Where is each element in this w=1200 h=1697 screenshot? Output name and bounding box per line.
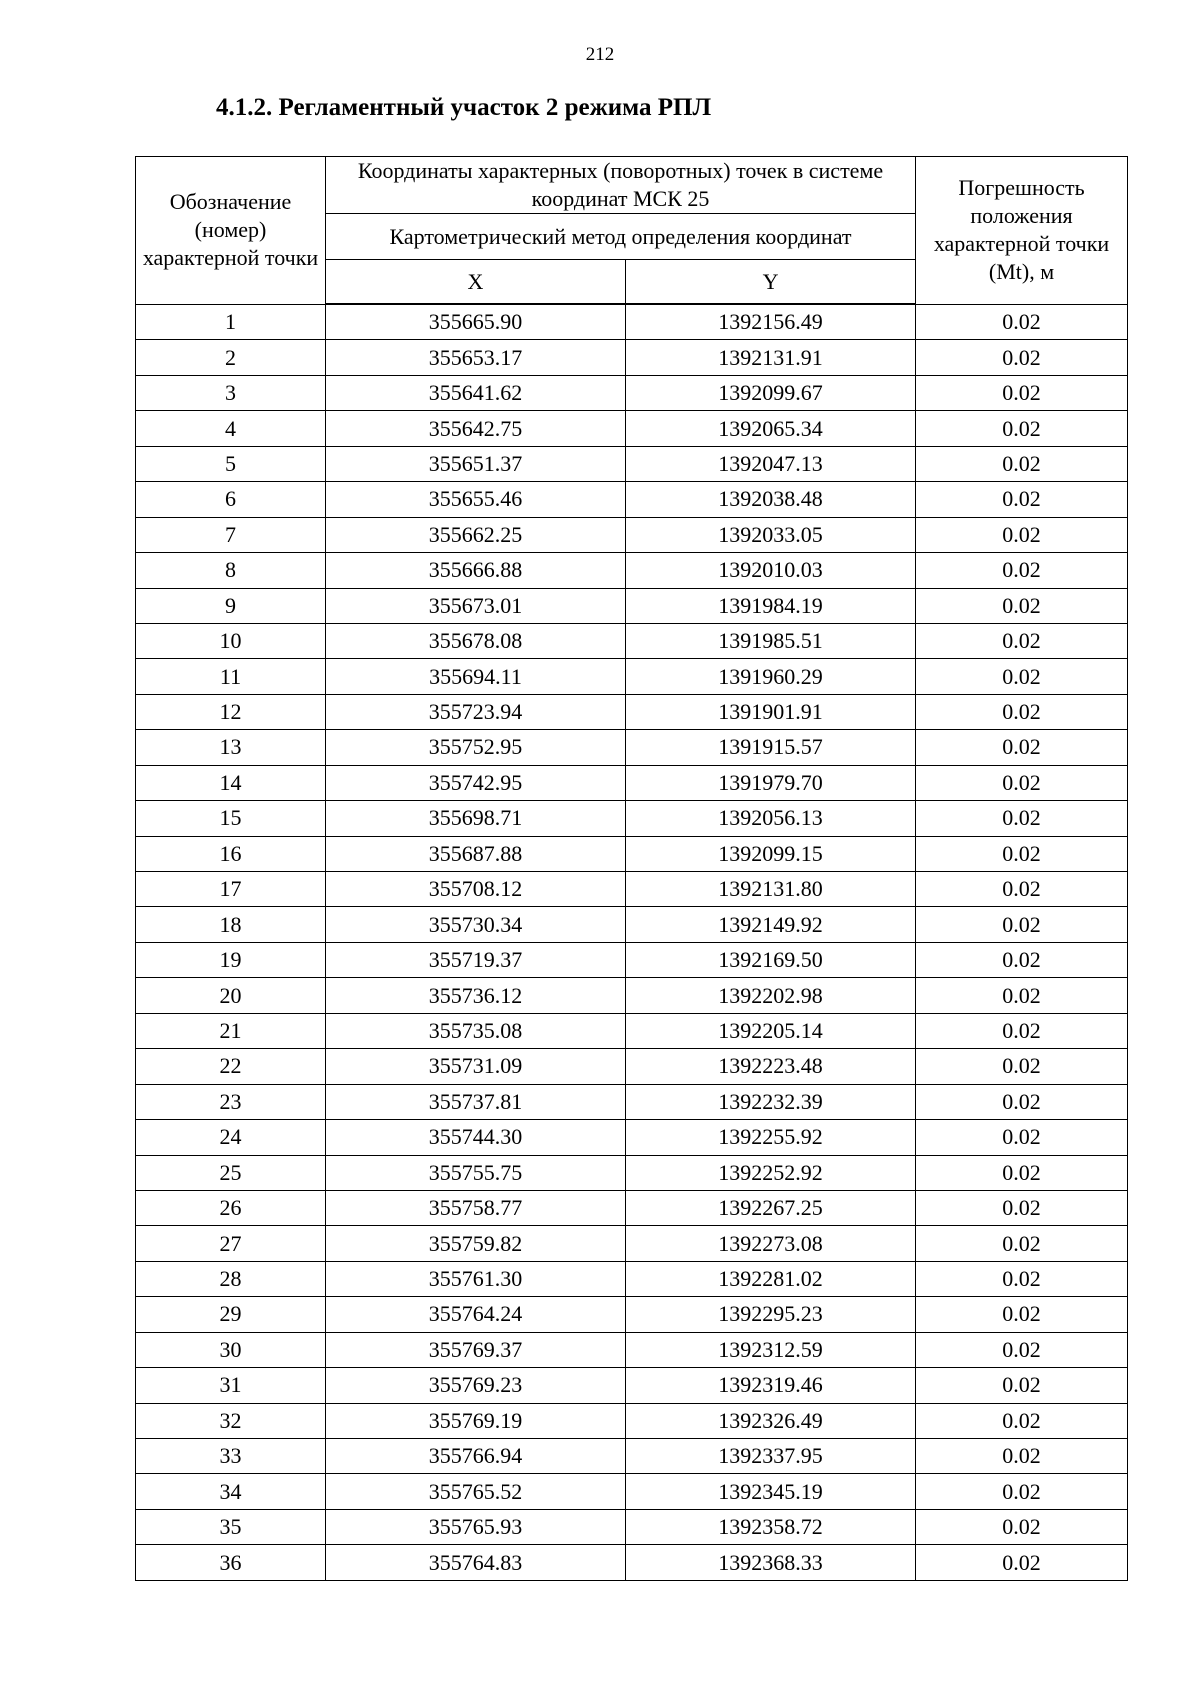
cell-point-number: 9 [136,588,326,623]
cell-y: 1392033.05 [626,517,916,552]
cell-y: 1392056.13 [626,801,916,836]
cell-x: 355719.37 [326,942,626,977]
cell-error: 0.02 [916,1474,1128,1509]
header-method: Картометрический метод определения координат [326,214,916,260]
cell-x: 355687.88 [326,836,626,871]
cell-x: 355761.30 [326,1261,626,1296]
cell-error: 0.02 [916,836,1128,871]
cell-x: 355653.17 [326,340,626,375]
cell-x: 355764.24 [326,1297,626,1332]
table-row [136,446,1128,481]
cell-x: 355678.08 [326,623,626,658]
table-row [136,375,1128,410]
cell-point-number: 5 [136,446,326,481]
cell-y: 1392156.49 [626,304,916,340]
cell-point-number: 4 [136,411,326,446]
coordinates-table [135,156,1128,1581]
cell-error: 0.02 [916,1403,1128,1438]
cell-error: 0.02 [916,340,1128,375]
cell-x: 355765.52 [326,1474,626,1509]
cell-point-number: 31 [136,1368,326,1403]
cell-error: 0.02 [916,1190,1128,1225]
table-row [136,1545,1128,1580]
cell-x: 355736.12 [326,978,626,1013]
table-row [136,304,1128,340]
header-y: Y [626,260,916,305]
table-row [136,411,1128,446]
cell-point-number: 29 [136,1297,326,1332]
cell-x: 355651.37 [326,446,626,481]
table-row [136,1332,1128,1367]
table-row [136,1439,1128,1474]
cell-x: 355769.37 [326,1332,626,1367]
table-row [136,765,1128,800]
cell-error: 0.02 [916,304,1128,340]
cell-x: 355755.75 [326,1155,626,1190]
cell-y: 1392319.46 [626,1368,916,1403]
cell-y: 1392038.48 [626,482,916,517]
cell-x: 355765.93 [326,1509,626,1544]
cell-point-number: 36 [136,1545,326,1580]
cell-error: 0.02 [916,1226,1128,1261]
cell-x: 355666.88 [326,553,626,588]
cell-y: 1392205.14 [626,1013,916,1048]
cell-point-number: 13 [136,730,326,765]
cell-y: 1392149.92 [626,907,916,942]
cell-y: 1392047.13 [626,446,916,481]
cell-x: 355758.77 [326,1190,626,1225]
cell-y: 1391901.91 [626,694,916,729]
cell-point-number: 25 [136,1155,326,1190]
table-row [136,1297,1128,1332]
cell-y: 1392131.91 [626,340,916,375]
table-row [136,942,1128,977]
cell-point-number: 6 [136,482,326,517]
cell-point-number: 24 [136,1120,326,1155]
cell-y: 1391960.29 [626,659,916,694]
header-coord-system: Координаты характерных (поворотных) точек в системе координат МСК 25 [326,157,916,214]
cell-x: 355723.94 [326,694,626,729]
cell-error: 0.02 [916,1545,1128,1580]
table-row [136,694,1128,729]
section-title: 4.1.2. Регламентный участок 2 режима РПЛ [216,94,712,121]
table-row [136,482,1128,517]
table-row [136,907,1128,942]
cell-point-number: 11 [136,659,326,694]
table-row [136,659,1128,694]
table-row [136,623,1128,658]
cell-x: 355742.95 [326,765,626,800]
cell-point-number: 33 [136,1439,326,1474]
cell-x: 355673.01 [326,588,626,623]
table-row [136,1368,1128,1403]
cell-error: 0.02 [916,623,1128,658]
cell-error: 0.02 [916,1368,1128,1403]
cell-x: 355759.82 [326,1226,626,1261]
cell-y: 1392312.59 [626,1332,916,1367]
cell-y: 1392232.39 [626,1084,916,1119]
table-row [136,1155,1128,1190]
cell-point-number: 17 [136,872,326,907]
cell-y: 1392281.02 [626,1261,916,1296]
cell-y: 1392267.25 [626,1190,916,1225]
cell-error: 0.02 [916,765,1128,800]
cell-x: 355708.12 [326,872,626,907]
header-point-label: Обозначение (номер) характерной точки [136,157,326,305]
cell-point-number: 27 [136,1226,326,1261]
cell-error: 0.02 [916,1084,1128,1119]
cell-error: 0.02 [916,659,1128,694]
cell-x: 355730.34 [326,907,626,942]
cell-error: 0.02 [916,872,1128,907]
cell-error: 0.02 [916,1509,1128,1544]
cell-point-number: 32 [136,1403,326,1438]
cell-error: 0.02 [916,694,1128,729]
cell-error: 0.02 [916,942,1128,977]
cell-y: 1391979.70 [626,765,916,800]
cell-error: 0.02 [916,553,1128,588]
cell-error: 0.02 [916,1013,1128,1048]
cell-x: 355731.09 [326,1049,626,1084]
table-row [136,1190,1128,1225]
cell-y: 1392131.80 [626,872,916,907]
table-row [136,1509,1128,1544]
table-row [136,730,1128,765]
cell-point-number: 3 [136,375,326,410]
table-row [136,836,1128,871]
cell-y: 1391985.51 [626,623,916,658]
cell-y: 1392099.67 [626,375,916,410]
cell-y: 1392255.92 [626,1120,916,1155]
table-row [136,588,1128,623]
cell-y: 1392358.72 [626,1509,916,1544]
cell-error: 0.02 [916,1297,1128,1332]
cell-error: 0.02 [916,1120,1128,1155]
cell-x: 355737.81 [326,1084,626,1119]
cell-x: 355735.08 [326,1013,626,1048]
cell-error: 0.02 [916,801,1128,836]
table-row [136,553,1128,588]
table-body [136,304,1128,1580]
cell-point-number: 2 [136,340,326,375]
cell-error: 0.02 [916,446,1128,481]
table-row [136,1049,1128,1084]
cell-x: 355769.19 [326,1403,626,1438]
cell-point-number: 19 [136,942,326,977]
table-row [136,340,1128,375]
cell-y: 1392368.33 [626,1545,916,1580]
cell-x: 355698.71 [326,801,626,836]
cell-point-number: 14 [136,765,326,800]
cell-y: 1392202.98 [626,978,916,1013]
cell-point-number: 30 [136,1332,326,1367]
cell-x: 355642.75 [326,411,626,446]
cell-point-number: 15 [136,801,326,836]
cell-point-number: 10 [136,623,326,658]
table-row [136,1226,1128,1261]
cell-y: 1392326.49 [626,1403,916,1438]
table-row [136,1403,1128,1438]
cell-x: 355744.30 [326,1120,626,1155]
cell-error: 0.02 [916,1049,1128,1084]
cell-error: 0.02 [916,907,1128,942]
cell-point-number: 21 [136,1013,326,1048]
table-row [136,978,1128,1013]
cell-point-number: 28 [136,1261,326,1296]
cell-point-number: 12 [136,694,326,729]
table-row [136,1120,1128,1155]
cell-error: 0.02 [916,517,1128,552]
cell-point-number: 1 [136,304,326,340]
cell-error: 0.02 [916,375,1128,410]
cell-y: 1392099.15 [626,836,916,871]
cell-y: 1392295.23 [626,1297,916,1332]
table-row [136,872,1128,907]
cell-x: 355655.46 [326,482,626,517]
cell-y: 1392345.19 [626,1474,916,1509]
cell-y: 1391984.19 [626,588,916,623]
cell-x: 355662.25 [326,517,626,552]
header-x: X [326,260,626,305]
cell-error: 0.02 [916,1155,1128,1190]
table-row [136,1084,1128,1119]
cell-x: 355641.62 [326,375,626,410]
cell-point-number: 18 [136,907,326,942]
cell-point-number: 35 [136,1509,326,1544]
table-header [136,157,1128,305]
cell-x: 355769.23 [326,1368,626,1403]
cell-x: 355764.83 [326,1545,626,1580]
cell-error: 0.02 [916,588,1128,623]
page-number: 212 [585,44,615,65]
cell-y: 1392169.50 [626,942,916,977]
cell-x: 355665.90 [326,304,626,340]
cell-y: 1392223.48 [626,1049,916,1084]
cell-point-number: 7 [136,517,326,552]
cell-error: 0.02 [916,1439,1128,1474]
table-row [136,1261,1128,1296]
cell-error: 0.02 [916,978,1128,1013]
cell-error: 0.02 [916,1332,1128,1367]
cell-error: 0.02 [916,482,1128,517]
cell-y: 1392010.03 [626,553,916,588]
cell-error: 0.02 [916,730,1128,765]
cell-point-number: 22 [136,1049,326,1084]
cell-y: 1392273.08 [626,1226,916,1261]
cell-point-number: 34 [136,1474,326,1509]
cell-point-number: 16 [136,836,326,871]
cell-x: 355752.95 [326,730,626,765]
cell-y: 1392337.95 [626,1439,916,1474]
cell-x: 355766.94 [326,1439,626,1474]
table-row [136,517,1128,552]
cell-error: 0.02 [916,1261,1128,1296]
cell-y: 1392252.92 [626,1155,916,1190]
cell-x: 355694.11 [326,659,626,694]
header-error: Погрешность положения характерной точки (Mt), м [916,157,1128,305]
table-row [136,801,1128,836]
cell-point-number: 8 [136,553,326,588]
cell-y: 1392065.34 [626,411,916,446]
cell-point-number: 23 [136,1084,326,1119]
cell-error: 0.02 [916,411,1128,446]
table-row [136,1013,1128,1048]
table-row [136,1474,1128,1509]
cell-point-number: 20 [136,978,326,1013]
cell-y: 1391915.57 [626,730,916,765]
cell-point-number: 26 [136,1190,326,1225]
